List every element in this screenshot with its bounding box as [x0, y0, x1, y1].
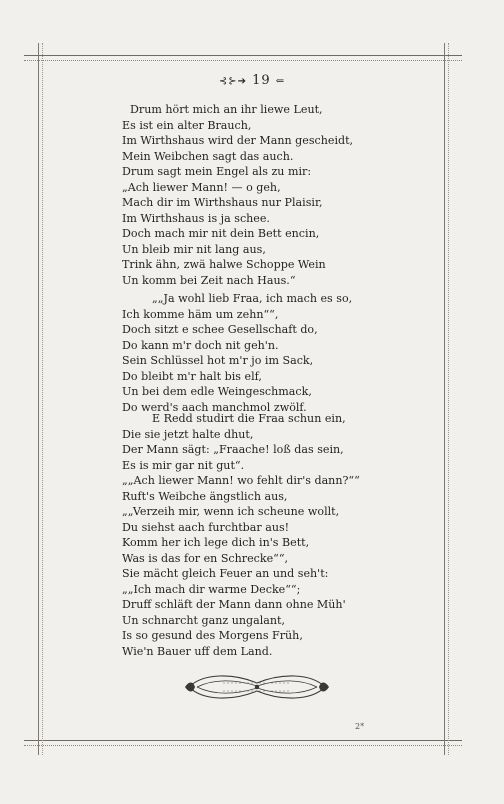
poem-line: Doch mach mir nit dein Bett encin,	[122, 227, 320, 240]
page-number: 19	[252, 73, 271, 88]
poem-line: Ich komme häm um zehn““,	[122, 307, 279, 321]
poem-line: Un bei dem edle Weingeschmack,	[122, 385, 312, 398]
poem-line: Im Wirthshaus wird der Mann gescheidt,	[122, 134, 354, 147]
poem-line: Do kann m'r doch nit geh'n.	[122, 338, 279, 352]
poem-line: Mein Weibchen sagt das auch.	[122, 149, 294, 163]
poem-line: Doch sitzt e schee Gesellschaft do,	[122, 323, 318, 336]
poem-line: Komm her ich lege dich in's Bett,	[122, 536, 310, 549]
poem-line: Im Wirthshaus is ja schee.	[122, 211, 270, 225]
vignette-ornament-icon	[183, 669, 331, 705]
poem-line: Sein Schlüssel hot m'r jo im Sack,	[122, 354, 314, 367]
poem-line: Was is das for en Schrecke““,	[122, 551, 289, 565]
poem-stanza-3	[122, 411, 422, 659]
poem-line: „„Ach liewer Mann! wo fehlt dir's dann?““	[122, 474, 360, 487]
poem-line: Un schnarcht ganz ungalant,	[122, 613, 286, 627]
poem-line: Do bleibt m'r halt bis elf,	[122, 369, 262, 383]
poem-line: Der Mann sägt: „Fraache! loß das sein,	[122, 443, 344, 456]
poem-stanza-1	[122, 102, 422, 288]
right-ornament-icon: ⇐	[275, 76, 286, 87]
poem-stanza-2	[122, 291, 422, 415]
poem-line: Druff schläft der Mann dann ohne Müh'	[122, 598, 346, 611]
poem-line: Drum hört mich an ihr liewe Leut,	[130, 103, 323, 116]
poem-line: „„Ja wohl lieb Fraa, ich mach es so,	[152, 292, 353, 305]
poem-line: Mach dir im Wirthshaus nur Plaisir,	[122, 196, 323, 209]
signature-mark: 2*	[355, 722, 365, 731]
page-number-header	[0, 73, 504, 88]
frame-right-rule	[444, 43, 449, 755]
frame-top-rule	[24, 55, 462, 61]
poem-line: „„Ich mach dir warme Decke““;	[122, 582, 301, 596]
frame-left-rule	[38, 43, 43, 755]
poem-line: Un bleib mir nit lang aus,	[122, 242, 266, 256]
poem-line: Is so gesund des Morgens Früh,	[122, 629, 303, 642]
poem-line: Do werd's aach manchmol zwölf.	[122, 400, 307, 414]
left-ornament-icon: ⊰⊱➔	[218, 76, 247, 87]
poem-line: Wie'n Bauer uff dem Land.	[122, 644, 273, 658]
poem-line: Du siehst aach furchtbar aus!	[122, 520, 290, 534]
poem-line: „Ach liewer Mann! — o geh,	[122, 180, 281, 194]
poem-line: „„Verzeih mir, wenn ich scheune wollt,	[122, 505, 340, 518]
poem-line: Ruft's Weibche ängstlich aus,	[122, 489, 288, 503]
poem-line: Trink ähn, zwä halwe Schoppe Wein	[122, 258, 326, 271]
frame-bottom-rule	[24, 740, 462, 746]
poem-line: Es is mir gar nit gut“.	[122, 458, 245, 472]
poem-line: Die sie jetzt halte dhut,	[122, 427, 254, 441]
poem-line: Es ist ein alter Brauch,	[122, 118, 252, 132]
poem-line: E Redd studirt die Fraa schun ein,	[152, 412, 346, 425]
poem-line: Sie mächt gleich Feuer an und seh't:	[122, 567, 329, 580]
poem-line: Drum sagt mein Engel als zu mir:	[122, 165, 312, 178]
poem-line: Un komm bei Zeit nach Haus.“	[122, 273, 296, 287]
